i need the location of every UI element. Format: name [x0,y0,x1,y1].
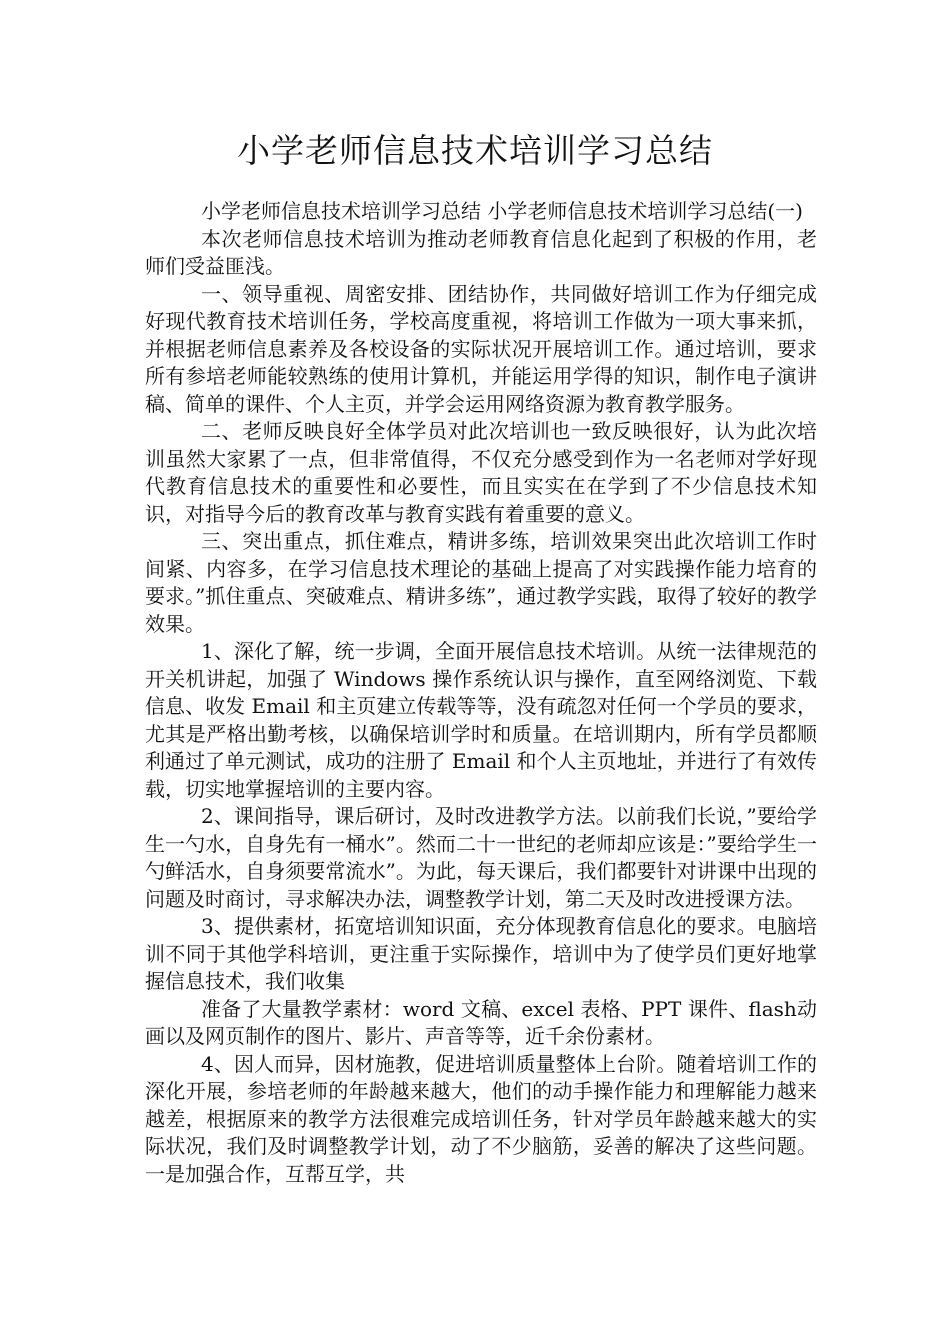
paragraph-section-1: 一、领导重视、周密安排、团结协作，共同做好培训工作为仔细完成好现代教育技术培训任务，学校高度重视，将培训工作做为一项大事来抓，并根据老师信息素养及各校设备的实际状况开展培训工作。通过培训，要求所有参培老师能较熟练的使用计算机，并能运用学得的知识，制作电子演讲稿、简单的课件、个人主页，并学会运用网络资源为教育教学服务。 [145,281,817,416]
document-title: 小学老师信息技术培训学习总结 [237,131,713,170]
paragraph-item-3: 3、提供素材，拓宽培训知识面，充分体现教育信息化的要求。电脑培训不同于其他学科培训，更注重于实际操作，培训中为了使学员们更好地掌握信息技术，我们收集 [145,914,817,993]
paragraph-intro-title: 小学老师信息技术培训学习总结 小学老师信息技术培训学习总结(一) [201,199,803,223]
document-body [145,198,817,1188]
paragraph-item-3-continued: 准备了大量教学素材：word 文稿、excel 表格、PPT 课件、flash动画以及网页制作的图片、影片、声音等等，近千余份素材。 [145,996,817,1048]
paragraph-section-2: 二、老师反映良好全体学员对此次培训也一致反映很好，认为此次培训虽然大家累了一点，但非常值得，不仅充分感受到作为一名老师对学好现代教育信息技术的重要性和必要性，而且实实在在学到了不少信息技术知识，对指导今后的教育改革与教育实践有着重要的意义。 [145,419,817,526]
paragraph-section-3: 三、突出重点，抓住难点，精讲多练，培训效果突出此次培训工作时间紧、内容多，在学习信息技术理论的基础上提高了对实践操作能力培育的要求。”抓住重点、突破难点、精讲多练”，通过教学实践，取得了较好的教学效果。 [145,529,817,636]
paragraph-intro: 本次老师信息技术培训为推动老师教育信息化起到了积极的作用，老师们受益匪浅。 [145,226,817,278]
paragraph-item-4: 4、因人而异，因材施教，促进培训质量整体上台阶。随着培训工作的深化开展，参培老师的年龄越来越大，他们的动手操作能力和理解能力越来越差，根据原来的教学方法很难完成培训任务，针对学员年龄越来越大的实际状况，我们及时调整教学计划，动了不少脑筋，妥善的解决了这些问题。一是加强合作，互帮互学，共 [145,1051,817,1186]
paragraph-item-1: 1、深化了解，统一步调，全面开展信息技术培训。从统一法律规范的开关机讲起，加强了 Windows 操作系统认识与操作，直至网络浏览、下载信息、收发 Email 和主页建立传载等等，没有疏忽对任何一个学员的要求，尤其是严格出勤考核，以确保培训学时和质量。在培训期内，所有学员都顺利通过了单元测试，成功的注册了 Email 和个人主页地址，并进行了有效传载，切实地掌握培训的主要内容。 [145,639,817,801]
paragraph-item-2: 2、课间指导，课后研讨，及时改进教学方法。以前我们长说，”要给学生一勺水，自身先有一桶水”。然而二十一世纪的老师却应该是：”要给学生一勺鲜活水，自身须要常流水”。为此，每天课后，我们都要针对讲课中出现的问题及时商讨，寻求解决办法，调整教学计划，第二天及时改进授课方法。 [145,804,817,911]
